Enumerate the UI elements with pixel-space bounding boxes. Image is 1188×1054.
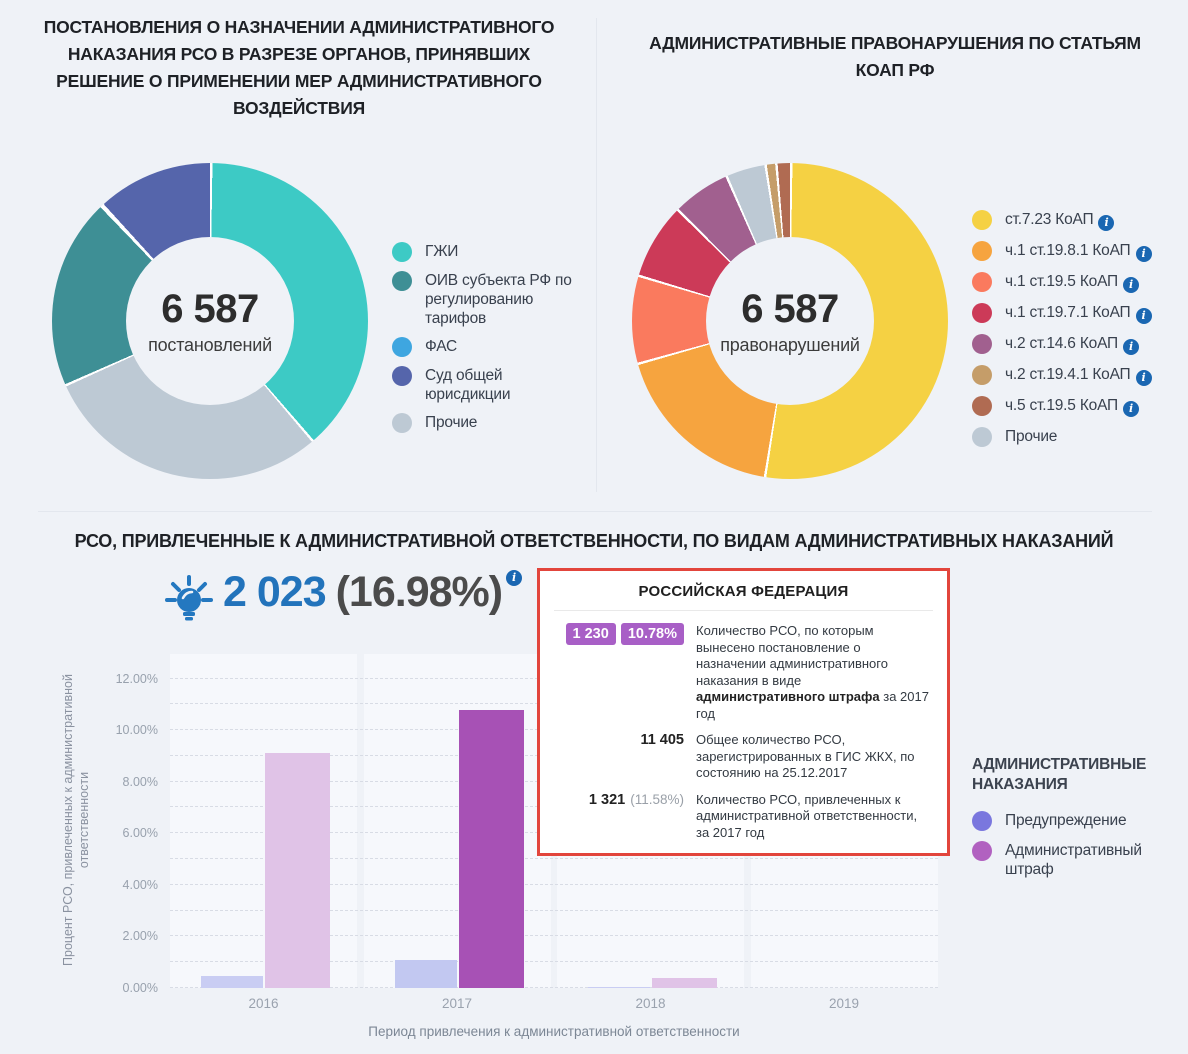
tooltip-row-attracted	[554, 792, 933, 842]
legend-swatch	[972, 303, 992, 323]
tooltip-row-attracted-text: Количество РСО, привлеченных к административной ответственности, за 2017 год	[696, 791, 918, 840]
legend-label: ч.1 ст.19.5 КоАП i	[1005, 272, 1139, 293]
swatch-warning	[972, 811, 992, 831]
postanovleniya-donut-chart[interactable]	[52, 163, 368, 479]
y-tick-10.00%: 10.00%	[115, 723, 158, 738]
legend-label: ч.5 ст.19.5 КоАП i	[1005, 396, 1139, 417]
bar-2018-preduprezhdenie[interactable]	[588, 987, 650, 988]
attracted-percent: (11.58%)	[630, 791, 684, 807]
legend-item-koap[interactable]	[972, 210, 1184, 231]
legend-swatch	[972, 334, 992, 354]
legend-item-koap[interactable]	[972, 334, 1184, 355]
y-tick-12.00%: 12.00%	[115, 671, 158, 686]
russia-tooltip	[537, 568, 950, 856]
legend-swatch	[972, 210, 992, 230]
pravonarusheniya-total: 6 587	[741, 286, 839, 331]
rso-title: РСО, ПРИВЛЕЧЕННЫЕ К АДМИНИСТРАТИВНОЙ ОТВЕТСТВЕННОСТИ, ПО ВИДАМ АДМИНИСТРАТИВНЫХ НАКАЗАНИЙ	[74, 531, 1114, 551]
legend-item-gzhi[interactable]	[392, 242, 582, 262]
legend-item-fine[interactable]	[972, 841, 1182, 879]
postanovleniya-total: 6 587	[161, 286, 259, 331]
legend-item-koap[interactable]	[972, 427, 1184, 447]
swatch-gzhi	[392, 242, 412, 262]
y-tick-8.00%: 8.00%	[122, 774, 158, 789]
swatch-fine	[972, 841, 992, 861]
pravonarusheniya-donut-center	[706, 237, 874, 405]
legend-label: ч.1 ст.19.7.1 КоАП i	[1005, 303, 1152, 324]
swatch-oiv	[392, 271, 412, 291]
legend-label: ч.2 ст.14.6 КоАП i	[1005, 334, 1139, 355]
bar-2017-preduprezhdenie[interactable]	[395, 960, 457, 988]
legend-label: Предупреждение	[1005, 812, 1127, 829]
kpi-percent: (16.98%)	[335, 568, 503, 616]
attracted-value: 1 321	[588, 791, 626, 808]
badge-percent: 10.78%	[621, 623, 684, 645]
total-rso-value: 11 405	[640, 732, 684, 748]
legend-label: ст.7.23 КоАП i	[1005, 210, 1114, 231]
tooltip-divider	[554, 610, 933, 611]
y-axis-ticks	[90, 654, 158, 995]
postanovleniya-legend	[392, 242, 582, 433]
x-axis-title: Период привлечения к административной ответственности	[368, 1024, 740, 1039]
legend-item-koap[interactable]	[972, 303, 1184, 324]
koap-info-icon[interactable]: i	[1123, 339, 1139, 355]
legend-item-koap[interactable]	[972, 365, 1184, 386]
postanovleniya-total-label: постановлений	[148, 334, 272, 355]
legend-item-koap[interactable]	[972, 272, 1184, 293]
swatch-fas	[392, 337, 412, 357]
badge-count: 1 230	[566, 623, 616, 645]
legend-label: Прочие	[425, 414, 478, 431]
legend-label: Прочие	[1005, 428, 1058, 445]
pravonarusheniya-title: АДМИНИСТРАТИВНЫЕ ПРАВОНАРУШЕНИЯ ПО СТАТЬЯМ КОАП РФ	[649, 33, 1141, 81]
legend-swatch	[972, 272, 992, 292]
bar-2016-shtraf[interactable]	[265, 753, 330, 988]
penalty-legend-title: АДМИНИСТРАТИВНЫЕ НАКАЗАНИЯ	[972, 756, 1147, 793]
legend-item-oiv[interactable]	[392, 271, 582, 328]
y-tick-6.00%: 6.00%	[122, 826, 158, 841]
swatch-prochie	[392, 413, 412, 433]
legend-item-fas[interactable]	[392, 337, 582, 357]
y-tick-0.00%: 0.00%	[122, 981, 158, 995]
postanovleniya-title: ПОСТАНОВЛЕНИЯ О НАЗНАЧЕНИИ АДМИНИСТРАТИВНОГО НАКАЗАНИЯ РСО В РАЗРЕЗЕ ОРГАНОВ, ПРИНЯВШИХ РЕШЕНИЕ О ПРИМЕНЕНИИ МЕР АДМИНИСТРАТИВНОГО ВОЗДЕЙСТВИЯ	[43, 17, 555, 119]
koap-info-icon[interactable]: i	[1136, 370, 1152, 386]
tooltip-title: РОССИЙСКАЯ ФЕДЕРАЦИЯ	[638, 583, 849, 600]
x-axis-labels	[170, 996, 938, 1016]
koap-info-icon[interactable]: i	[1136, 308, 1152, 324]
koap-info-icon[interactable]: i	[1123, 277, 1139, 293]
legend-label: ФАС	[425, 338, 458, 355]
pravonarusheniya-legend	[972, 210, 1184, 447]
legend-label: Суд общей юрисдикции	[425, 367, 511, 403]
legend-label: ч.2 ст.19.4.1 КоАП i	[1005, 365, 1152, 386]
bar-2018-shtraf[interactable]	[652, 978, 717, 988]
legend-label: ОИВ субъекта РФ по регулированию тарифов	[425, 272, 572, 327]
koap-info-icon[interactable]: i	[1098, 215, 1114, 231]
legend-item-sud[interactable]	[392, 366, 582, 404]
tooltip-row-fine-text: Количество РСО, по которым вынесено постановление о назначении административного наказания в виде административного штрафа за 2017 год	[696, 623, 929, 721]
postanovleniya-donut-center	[126, 237, 294, 405]
tooltip-row-total-text: Общее количество РСО, зарегистрированных в ГИС ЖКХ, по состоянию на 25.12.2017	[696, 732, 915, 780]
y-tick-2.00%: 2.00%	[122, 929, 158, 944]
legend-swatch	[972, 365, 992, 385]
kpi-block	[163, 568, 522, 626]
legend-swatch	[972, 396, 992, 416]
legend-item-prochie[interactable]	[392, 413, 582, 433]
lightbulb-icon	[163, 574, 215, 626]
legend-item-warning[interactable]	[972, 811, 1182, 831]
pravonarusheniya-donut-chart[interactable]	[632, 163, 948, 479]
legend-label: Административный штраф	[1005, 842, 1142, 878]
y-tick-4.00%: 4.00%	[122, 877, 158, 892]
penalty-legend	[972, 755, 1182, 889]
legend-label: ч.1 ст.19.8.1 КоАП i	[1005, 241, 1152, 262]
swatch-sud	[392, 366, 412, 386]
x-label-2017: 2017	[441, 996, 473, 1011]
kpi-info-icon[interactable]: i	[506, 570, 522, 586]
x-label-2018: 2018	[635, 996, 666, 1011]
legend-label: ГЖИ	[425, 243, 459, 260]
kpi-value: 2 023	[223, 568, 326, 616]
bar-2017-shtraf[interactable]	[459, 710, 524, 988]
pravonarusheniya-total-label: правонарушений	[720, 334, 860, 355]
legend-item-koap[interactable]	[972, 396, 1184, 417]
legend-swatch	[972, 241, 992, 261]
x-label-2019: 2019	[828, 996, 860, 1011]
koap-info-icon[interactable]: i	[1123, 401, 1139, 417]
dashboard-page: ПОСТАНОВЛЕНИЯ О НАЗНАЧЕНИИ АДМИНИСТРАТИВНОГО НАКАЗАНИЯ РСО В РАЗРЕЗЕ ОРГАНОВ, ПРИНЯВШИХ РЕШЕНИЕ О ПРИМЕНЕНИИ МЕР АДМИНИСТРАТИВНОГО ВОЗДЕЙСТВИЯ 6 587 постановлений ГЖИ ОИВ субъекта РФ по регулированию тарифов ФАС Суд общей юрисдикции Прочие АДМИНИСТРАТИВНЫЕ ПРАВОНАРУШЕНИЯ ПО СТАТЬЯМ КОАП РФ 6 587 правонарушений ст.7.23 КоАП i ч.1 ст.19.8.1 КоАП i ч.1 ст.19.5 КоАП i ч.1 ст.19.7.1 КоАП i ч.2 ст.14.6 КоАП i ч.2 ст.19.4.1 КоАП i ч.5 ст.19.5 КоАП i Прочие РСО, ПРИВЛЕЧЕННЫЕ К АДМИНИСТРАТИВНОЙ ОТВЕТСТВЕННОСТИ, ПО ВИДАМ АДМИНИСТРАТИВНЫХ НАКАЗАНИЙ 2 023 (16.98%) i РОССИЙСКАЯ ФЕДЕРАЦИЯ 1 230 10.78% Количество РСО, по которым вынесено постановление о назначении административного наказания в виде административного штрафа за 2017 год 11 405 Общее количество РСО, зарегистрированных в ГИС ЖКХ, по состоянию на 25.12.2017 1 321 (11.58%) Количество РСО, привлеченных к административной ответственности, за 2017 год Процент РСО, привлеченных к административной ответственности 0.00% 2.00% 4.00% 6.00% 8.00% 10.00% 12.00% 2016 2017 2018 2019 Период привлечения к административной ответственности АДМИНИСТРАТИВНЫЕ НАКАЗАНИЯ Предупреждение Административный штраф	[0, 0, 1188, 1054]
vertical-divider	[596, 18, 597, 492]
x-label-2016: 2016	[248, 996, 279, 1011]
section-divider	[38, 511, 1152, 512]
tooltip-row-total	[554, 732, 933, 782]
tooltip-row-fine	[554, 623, 933, 722]
legend-item-koap[interactable]	[972, 241, 1184, 262]
koap-info-icon[interactable]: i	[1136, 246, 1152, 262]
legend-swatch	[972, 427, 992, 447]
bar-2016-preduprezhdenie[interactable]	[201, 976, 263, 988]
